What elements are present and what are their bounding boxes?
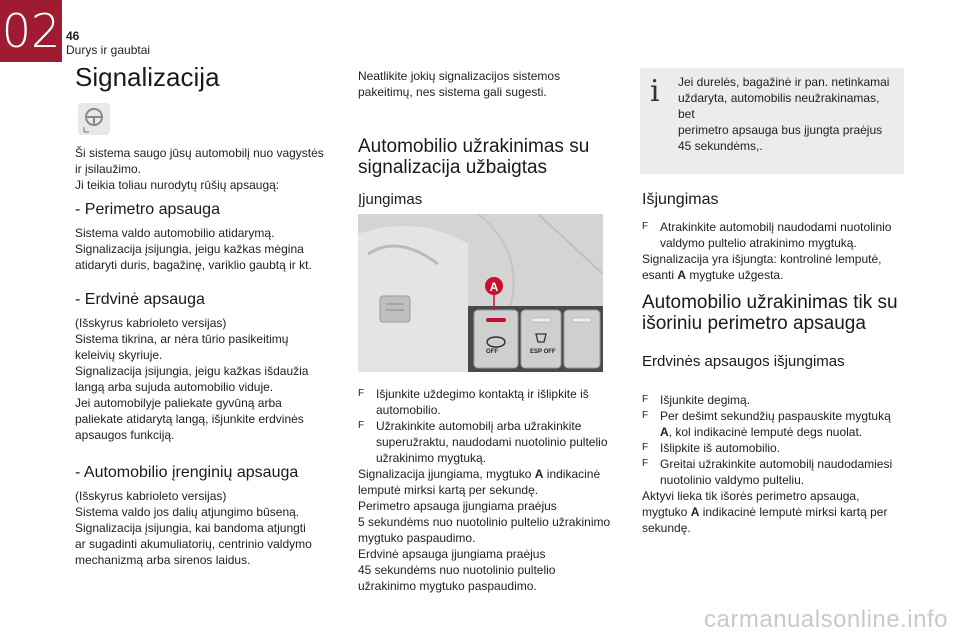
list-item: F Išlipkite iš automobilio. [642, 441, 781, 455]
locking-full-heading: Automobilio užrakinimas su signalizacija užbaigtas [358, 136, 590, 178]
off-label: OFF [486, 349, 498, 355]
list-item: F Greitai užrakinkite automobilį naudodamiesi nuotolinio valdymo pulteliu. [642, 457, 893, 487]
perimeter-only-steps: F Išjunkite degimą. F Per dešimt sekundžių paspauskite mygtuką A, kol indikacinė lemputė degs nuolat. F Išlipkite iš automobilio. F Greitai užrakinkite automobilį naudodamiesi nuotolinio valdymo pulteliu. Aktyvi lieka tik išorės perimetro apsauga, mygtuko A indikacinė lemputė mirksi kartą per sekundę. [642, 392, 917, 536]
section-name: Durys ir gaubtai [66, 43, 151, 57]
left-intro: Ši sistema saugo jūsų automobilį nuo vagystės ir įsilaužimo. Ji teikia toliau nurodytų rūšių apsaugą: [75, 146, 324, 192]
activation-subheading: Įjungimas [358, 191, 423, 208]
list-item: F Per dešimt sekundžių paspauskite mygtuką A, kol indikacinė lemputė degs nuolat. [642, 409, 891, 439]
watermark: carmanualsonline.info [704, 606, 948, 633]
steering-wheel-icon [78, 103, 110, 135]
list-item: F Užrakinkite automobilį arba užrakinkite superužraktu, naudodami nuotolinio pultelio užrakinimo mygtuką. [358, 419, 608, 465]
esp-off-label: ESP OFF [530, 349, 556, 355]
tilt-heading: - Automobilio įrenginių apsauga [75, 464, 299, 481]
activation-steps: F Išjunkite uždegimo kontaktą ir išlipkite iš automobilio. F Užrakinkite automobilį arba užrakinkite superužraktu, naudodami nuotolinio pultelio užrakinimo mygtuką. Signalizacija įjungiama, mygtuko A indikacinė lemputė mirksi kartą per sekundę. Perimetro apsauga įjungiama praėjus 5 sekundėms nuo nuotolinio pultelio užrakinimo mygtuko paspaudimo. Erdvinė apsauga įjungiama praėjus 45 sekundėms nuo nuotolinio pultelio užrakinimo mygtuko paspaudimo. [358, 386, 628, 594]
list-item: F Išjunkite uždegimo kontaktą ir išlipkite iš automobilio. [358, 387, 589, 417]
info-icon: i [650, 74, 660, 109]
deactivation-section: Išjungimas F Atrakinkite automobilį naudodami nuotolinio valdymo pultelio atrakinimo mygtuką. Signalizacija yra išjungta: kontrolinė lemputė, esanti A mygtuke užgesta. [642, 190, 912, 283]
volumetric-section: - Erdvinė apsauga (Išskyrus kabrioleto versijas) Sistema tikrina, ar nėra tūrio pasikeitimų keleivių skyriuje. Signalizacija įsijungia, jeigu kažkas išdaužia langą arba sujuda automobilio viduje. Jei automobilyje paliekate gyvūną arba paliekate atidarytą langą, išjunkite erdvinės apsaugos funkciją. [75, 290, 345, 443]
deactivation-heading: Išjungimas [642, 191, 719, 208]
page-number: 46 [66, 29, 80, 43]
list-item: F Atrakinkite automobilį naudodami nuotolinio valdymo pultelio atrakinimo mygtuką. [642, 220, 892, 250]
perimeter-only-heading: Automobilio užrakinimas tik su išoriniu perimetro apsauga [642, 292, 898, 334]
tilt-section: - Automobilio įrenginių apsauga (Išskyrus kabrioleto versijas) Sistema valdo jos dalių atjungimo būseną. Signalizacija įsijungia, kai bandoma atjungti ar sugadinti akumuliatorių, centrinio valdymo mechanizmą arba sirenos laidus. [75, 463, 345, 568]
chapter-number: 02 [0, 0, 62, 62]
page-title: Signalizacija [75, 62, 220, 92]
dashboard-photo [358, 214, 603, 372]
button-a-badge: A [489, 280, 499, 294]
info-text: Jei durelės, bagažinė ir pan. netinkamai uždaryta, automobilis neužrakinamas, bet perimetro apsauga bus įjungta praėjus 45 sekundėms,. [678, 75, 890, 153]
perimeter-only-section [642, 292, 917, 371]
perimeter-heading: - Perimetro apsauga [75, 201, 220, 218]
warning-text: Neatlikite jokių signalizacijos sistemos pakeitimų, nes sistema gali sugesti. [358, 69, 561, 99]
volumetric-off-subheading: Erdvinės apsaugos išjungimas [642, 353, 845, 370]
info-box [640, 68, 904, 174]
volumetric-heading: - Erdvinė apsauga [75, 291, 205, 308]
perimeter-section: - Perimetro apsauga Sistema valdo automobilio atidarymą. Signalizacija įsijungia, jeigu kažkas mėgina atidaryti duris, bagažinę, variklio gaubtą ir kt. [75, 200, 345, 273]
locking-full-section [358, 136, 623, 209]
list-item: F Išjunkite degimą. [642, 393, 751, 407]
